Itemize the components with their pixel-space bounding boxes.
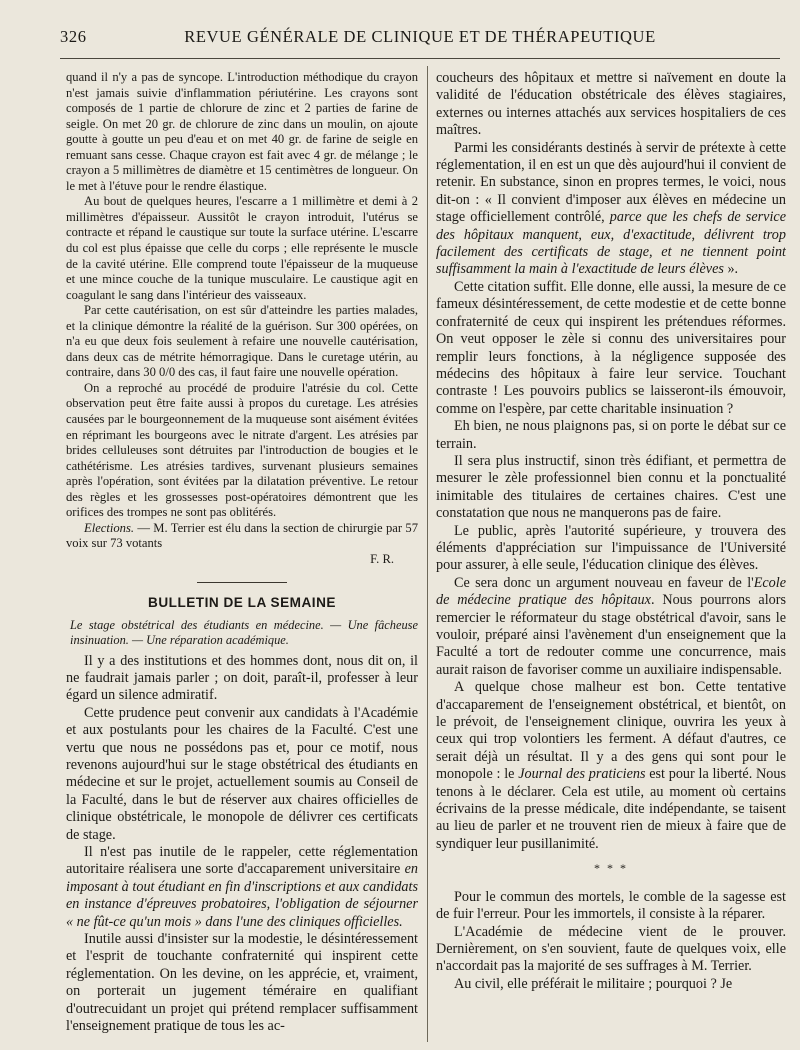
left-column [66, 70, 418, 1042]
elections-lead: Elections. [84, 520, 135, 535]
article-continuation [66, 70, 418, 568]
paragraph: Le public, après l'autorité supérieure, y trouvera des éléments d'appréciation sur l'impuissance de l'Université pour assurer, à elle seule, l'éducation clinique des élèves. [436, 522, 786, 574]
right-column [436, 70, 786, 1042]
paragraph [436, 575, 786, 679]
paragraph: Au bout de quelques heures, l'escarre a 1 millimètre et demi à 2 millimètres d'épaisseur. Aussitôt le crayon introduit, l'utérus se contracte et répand le caustique sur toute la surface utérine. L'escarre du col est plus épaisse que celle du corps ; elle représente le muscle de la cavité utérine. Elle comprend toute l'épaisseur de la muqueuse et une mince couche de la tunique musculaire. Le caustique agit en coagulant le sang dans l'intérieur des vaisseaux. [66, 194, 418, 302]
asterism-separator: * * * [594, 861, 628, 876]
column-divider [427, 66, 428, 1042]
paragraph: Au civil, elle préférait le militaire ; pourquoi ? Je [454, 975, 733, 992]
italic-title: Journal des praticiens [518, 766, 646, 783]
bulletin-body [66, 653, 418, 1036]
paragraph: Par cette cautérisation, on est sûr d'atteindre les parties malades, et la clinique démontre la réalité de la guérison. Sur 300 opérées, on n'a eu que deux fois seulement à refaire une nouvelle cautérisation, dans deux cas de métrite hémorragique. Dans le curetage utérin, au contraire, dans 30 0/0 des cas, il faut faire une nouvelle opération. [66, 303, 418, 380]
paragraph-text: ». [723, 261, 739, 278]
paragraph [66, 844, 418, 931]
paragraph-text: Ce sera donc un argument nouveau en faveur de l' [454, 574, 754, 591]
section-title: BULLETIN DE LA SEMAINE [148, 594, 336, 610]
paragraph: Cette citation suffit. Elle donne, elle aussi, la mesure de ce fameux désintéressement, de cette modestie et de cette bonne confraternité de ceux qui inspirent les prétendues réformes. On veut opposer le zèle si connu des universitaires pour remplir leurs fonctions, à la négligence supposée des médecins des hôpitaux à faire leur service. Touchant contraste ! Les pouvoirs publics se laisseront-ils émouvoir, comme on l'espère, par cette charitable insinuation ? [436, 278, 786, 417]
elections-note [66, 521, 418, 552]
signature: F. R. [370, 551, 394, 566]
paragraph: On a reproché au procédé de produire l'atrésie du col. Cette observation peut être faite aussi à propos du curetage. Les atrésies causées par le bourgeonnement de la muqueuse sont aisément évitées en réprimant les bourgeons avec le nitrate d'argent. Les atrésies par brides celluleuses sont détruites par l'introduction de bougies et le cathétérisme. Les atrésies tardives, survenant plusieurs semaines après l'opération, sont évitées par la dilatation préventive. Le retour des règles et les grossesses post-opératoires démontrent que les orifices des trompes ne sont pas oblitérés. [66, 380, 418, 520]
paragraph: Il sera plus instructif, sinon très édifiant, et permettra de mesurer le zèle professionnel bien connu et la ponctualité inimitable des titulaires de certaines chaires. C'est une constatation que nous ne manquerons pas de faire. [436, 452, 786, 522]
journal-title: REVUE GÉNÉRALE DE CLINIQUE ET DE THÉRAPEUTIQUE [184, 27, 656, 46]
paragraph-text: Il n'est pas inutile de le rappeler, cette réglementation autoritaire réalisera une sorte d'accaparement universitaire [66, 843, 418, 878]
signature-line [66, 552, 418, 568]
paragraph: Cette prudence peut convenir aux candidats à l'Académie et aux postulants pour les chaires de la Faculté. C'est une vertu que nous ne possédons pas et, pour ce motif, nous revenons aujourd'hui sur le stage obstétrical des étudiants en médecine et sur le projet, actuellement soumis au Conseil de la Faculté, dans le but de réserver aux chaires officielles de clinique obstétricale, le monopole de délivrer ces certificats de stage. [66, 704, 418, 843]
paragraph-text: Parmi les considérants destinés à servir de prétexte à cette réglementation, il en est un que dès aujourd'hui il convient de retenir. En substance, sinon en propres termes, le voici, nous dit-on : « Il convient d'imposer aux élèves en médecine un stage officiellement contrôlé, [436, 139, 786, 226]
paragraph: L'Académie de médecine vient de le prouver. Dernièrement, on s'en souvient, faute de quelques voix, elle n'accordait pas la majorité de ses suffrages à M. Terrier. [436, 923, 786, 975]
paragraph: Eh bien, ne nous plaignons pas, si on porte le débat sur ce terrain. [436, 418, 786, 452]
paragraph-text: est pour la liberté. Nous tenons à le déclarer. Cela est utile, au moment où certains écrivains de la presse médicale, dite indépendante, se taisent au lieu de parler et ne trouvent rien de mieux à faire que de syndiquer leur pusillanimité. [436, 766, 786, 852]
paragraph: quand il n'y a pas de syncope. L'introduction méthodique du crayon n'est jamais suivie d'inflammation périutérine. Les crayons sont composés de 1 partie de chlorure de zinc et 2 parties de farine de seigle. On met 20 gr. de chlorure de zinc dans un moulin, on ajoute goutte à goutte un peu d'eau et on met 40 gr. de farine de seigle en remuant sans cesse. Chaque crayon est fait avec 4 gr. de mélange ; le crayon a 5 millimètres de diamètre et 15 centimètres de longueur. On le met à l'étuve pour le rendre élastique. [66, 70, 418, 193]
page-number: 326 [60, 27, 87, 46]
italic-quote: parce que les chefs de service des hôpitaux manquent, eux, d'exactitude, délivrent trop facilement des certificats de stage, et ne tiennent point suffisamment la main à l'exactitude de leurs élèves [436, 209, 786, 278]
paragraph: Inutile aussi d'insister sur la modestie, le désintéressement et l'esprit de touchante confraternité qui inspirent cette réglementation. On les devine, on les apprécie, et, vraiment, on porterait un jugement téméraire en qualifiant d'outrecuidant un projet qui prétend remplacer suffisamment l'enseignement pratique de tous les ac- [66, 931, 418, 1035]
paragraph [436, 140, 786, 279]
paragraph [436, 679, 786, 853]
running-head [60, 27, 780, 53]
paragraph-text: . Nous pourrons alors remercier le réformateur du stage obstétrical d'avoir, sans le vouloir, préparé ainsi l'avènement d'un enseignement que la Faculté a tort de redouter comme une concurrence, mais aurait raison de favoriser comme un auxiliaire indispensable. [436, 592, 786, 678]
elections-body: — M. Terrier est élu dans la section de chirurgie par 57 voix sur 73 votants [66, 520, 418, 551]
paragraph: coucheurs des hôpitaux et mettre si naïvement en doute la validité de l'éducation obstétricale des élèves stagiaires, externes ou internes attachés aux services hospitaliers de ces maîtres. [436, 70, 786, 139]
section-divider [197, 582, 287, 583]
paragraph: Pour le commun des mortels, le comble de la sagesse est de fuir l'erreur. Pour les immortels, il consiste à la réparer. [436, 888, 786, 923]
section-subtitle: Le stage obstétrical des étudiants en médecine. — Une fâcheuse insinuation. — Une réparation académique. [70, 617, 418, 647]
italic-title: Ecole de médecine pratique des hôpitaux [436, 574, 786, 609]
italic-quote: en imposant à tout étudiant en fin d'inscriptions et aux candidats en instance d'épreuves probatoires, l'obligation de séjourner « ne fût-ce qu'un mois » dans l'une des cliniques officielles. [66, 861, 418, 930]
paragraph: Il y a des institutions et des hommes dont, nous dit on, il ne faudrait jamais parler ; on doit, paraît-il, professer à leur égard un silence admiratif. [66, 652, 418, 704]
header-rule [60, 58, 780, 59]
paragraph-text: A quelque chose malheur est bon. Cette tentative d'accaparement de l'enseignement obstétrical, et bientôt, on le prévoit, de l'enseignement clinique, ouvrira les yeux à ceux qui trop volontiers les ferment. A défaut d'autres, ce serait déjà un résultat. Il y a des gens qui sont pour le monopole : le [436, 679, 786, 783]
